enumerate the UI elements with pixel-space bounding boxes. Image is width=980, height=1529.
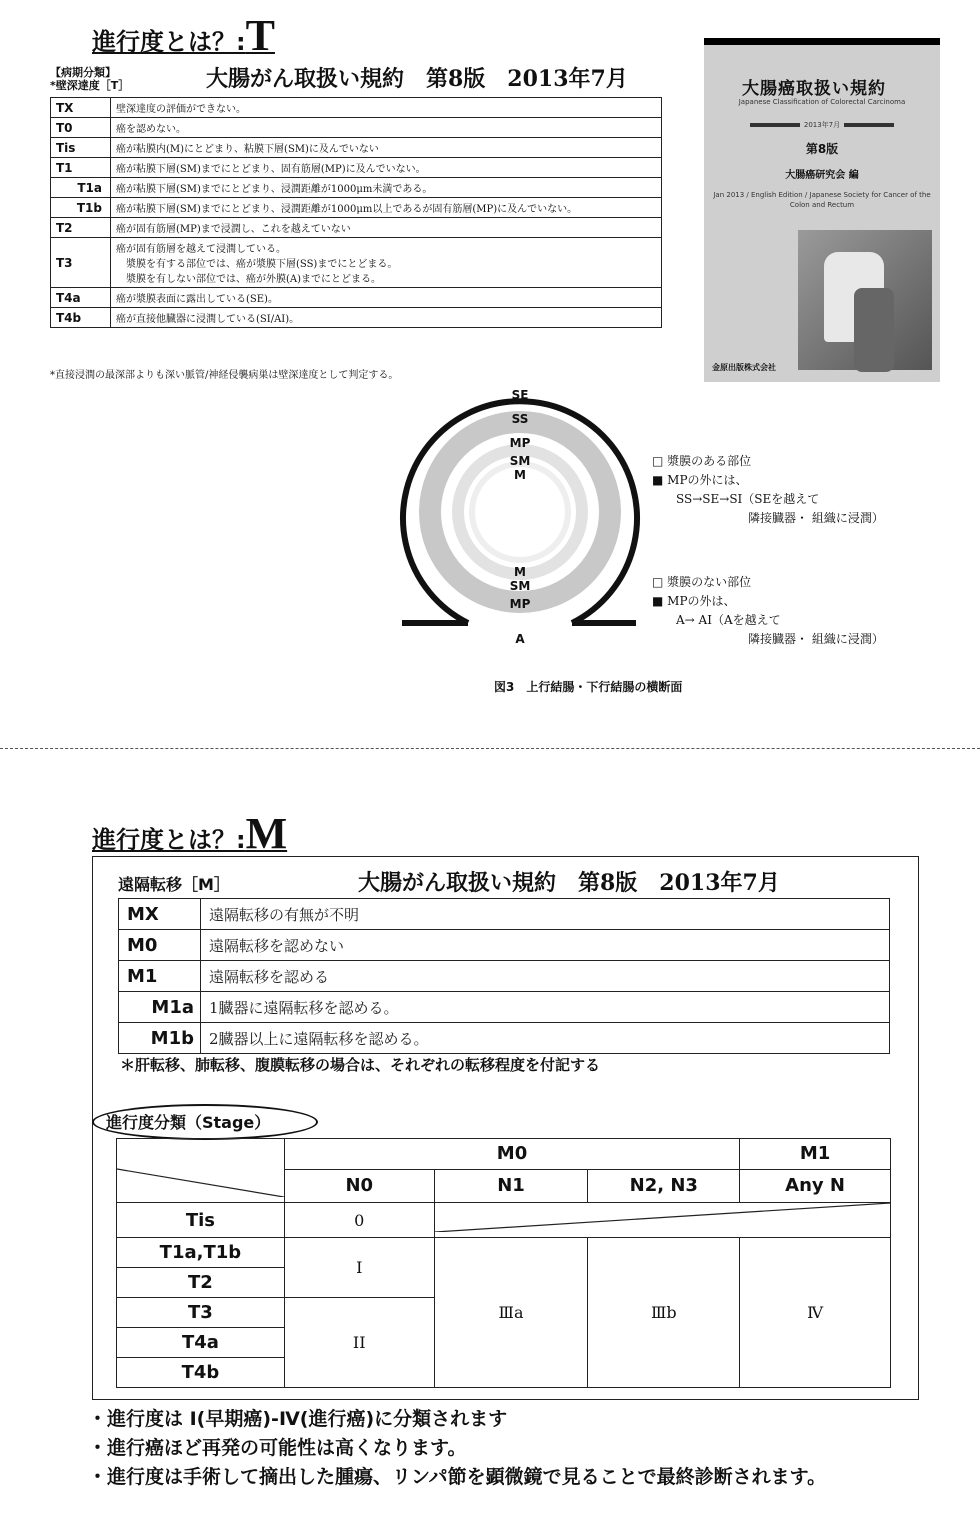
t-table-row bbox=[51, 288, 662, 308]
t-table-row bbox=[51, 118, 662, 138]
label-ss: SS bbox=[511, 412, 529, 426]
bullet-item: ・進行癌ほど再発の可能性は高くなります。 bbox=[88, 1437, 467, 1459]
t-stage-table bbox=[50, 97, 662, 328]
t-code-cell: T1a bbox=[51, 178, 111, 198]
cover-top-bar bbox=[704, 38, 940, 45]
m-rule-title: 大腸がん取扱い規約 第8版 2013年7月 bbox=[358, 870, 780, 896]
header-n1: N1 bbox=[434, 1169, 588, 1202]
t-classification-label bbox=[50, 66, 129, 92]
tis-diagonal bbox=[435, 1203, 890, 1232]
t-table-row bbox=[51, 218, 662, 238]
m-code-cell: M0 bbox=[119, 930, 201, 961]
legend-no-serosa-line1 bbox=[652, 592, 884, 611]
m-title-letter: M bbox=[245, 809, 288, 858]
cell-tis-blank bbox=[434, 1203, 890, 1238]
m-table-row bbox=[119, 992, 890, 1023]
label-sm-top: SM bbox=[509, 454, 531, 468]
legend-serosa-head-text: 漿膜のある部位 bbox=[667, 454, 752, 468]
m-table-row bbox=[119, 1023, 890, 1054]
stage-table bbox=[116, 1138, 891, 1388]
t-code-cell: T4a bbox=[51, 288, 111, 308]
legend-serosa-line1 bbox=[652, 471, 884, 490]
row-t3: T3 bbox=[117, 1298, 285, 1328]
bullet-item: ・進行度は Ⅰ(早期癌)-Ⅳ(進行癌)に分類されます bbox=[88, 1408, 508, 1430]
row-t4b: T4b bbox=[117, 1358, 285, 1388]
bullet-item: ・進行度は手術して摘出した腫瘍、リンパ節を顕微鏡で見ることで最終診断されます。 bbox=[88, 1466, 827, 1488]
header-m1: M1 bbox=[740, 1139, 891, 1170]
t-desc-cell: 癌が漿膜表面に露出している(SE)。 bbox=[111, 288, 662, 308]
stage-corner-cell bbox=[117, 1139, 285, 1203]
m-desc-cell: 遠隔転移の有無が不明 bbox=[201, 899, 890, 930]
t-title-letter: T bbox=[245, 11, 275, 60]
cover-edition: 第8版 bbox=[805, 142, 839, 156]
label-sm-bottom: SM bbox=[509, 579, 531, 593]
row-t2: T2 bbox=[117, 1268, 285, 1298]
header-any-n: Any N bbox=[740, 1169, 891, 1202]
t-table-row bbox=[51, 158, 662, 178]
t-code-cell: T0 bbox=[51, 118, 111, 138]
t-desc-cell: 癌を認めない。 bbox=[111, 118, 662, 138]
m-code-cell: M1 bbox=[119, 961, 201, 992]
cell-stage-ii: II bbox=[284, 1298, 434, 1388]
cell-tis-n0: 0 bbox=[284, 1203, 434, 1238]
legend-serosa-line1-text: MPの外には、 bbox=[667, 473, 748, 487]
m-header-label: 遠隔転移［M］ bbox=[118, 875, 230, 894]
cell-stage-i: I bbox=[284, 1238, 434, 1298]
m-code-cell: M1b bbox=[119, 1023, 201, 1054]
t-section-title bbox=[92, 10, 275, 61]
t-table-row bbox=[51, 238, 662, 288]
m-title-text: 進行度とは？: bbox=[92, 826, 246, 854]
cell-stage-iiib: Ⅲb bbox=[588, 1238, 740, 1388]
cover-graphic-shape bbox=[854, 288, 894, 372]
m-desc-cell: 遠隔転移を認めない bbox=[201, 930, 890, 961]
t-desc-cell: 癌が粘膜下層(SM)までにとどまり、固有筋層(MP)に及んでいない。 bbox=[111, 158, 662, 178]
m-desc-cell: 1臓器に遠隔転移を認める。 bbox=[201, 992, 890, 1023]
legend-no-serosa-head-text: 漿膜のない部位 bbox=[667, 575, 752, 589]
t-table-row bbox=[51, 198, 662, 218]
t-code-cell: T1b bbox=[51, 198, 111, 218]
label-mp-top: MP bbox=[509, 436, 531, 450]
cover-date-bar-left bbox=[750, 123, 800, 127]
t-code-cell: T2 bbox=[51, 218, 111, 238]
t-label-line2: *壁深達度［T］ bbox=[50, 79, 130, 92]
figure-caption: 図3 上行結腸・下行結腸の横断面 bbox=[494, 680, 683, 694]
section-separator bbox=[0, 748, 980, 749]
m-table-row bbox=[119, 899, 890, 930]
t-table-row bbox=[51, 98, 662, 118]
header-n0: N0 bbox=[284, 1169, 434, 1202]
m-table-row bbox=[119, 961, 890, 992]
cover-title: 大腸癌取扱い規約 bbox=[742, 79, 886, 99]
header-m0: M0 bbox=[284, 1139, 739, 1170]
t-desc-cell: 癌が粘膜内(M)にとどまり、粘膜下層(SM)に及んでいない bbox=[111, 138, 662, 158]
m-desc-cell: 遠隔転移を認める bbox=[201, 961, 890, 992]
label-se: SE bbox=[511, 388, 529, 402]
legend-serosa bbox=[652, 452, 884, 528]
row-t4a: T4a bbox=[117, 1328, 285, 1358]
t-label-line1: 【病期分類】 bbox=[50, 66, 116, 79]
t-note: *直接浸潤の最深部よりも深い脈管/神経侵襲病巣は壁深達度として判定する。 bbox=[50, 370, 399, 381]
legend-no-serosa-head bbox=[652, 573, 884, 592]
cover-subtitle: Japanese Classification of Colorectal Carcinoma bbox=[738, 98, 906, 106]
row-tis: Tis bbox=[117, 1203, 285, 1238]
legend-no-serosa-line3: 隣接臓器・ 組織に浸潤） bbox=[748, 632, 884, 646]
m-code-cell: MX bbox=[119, 899, 201, 930]
t-desc-cell: 癌が固有筋層(MP)まで浸潤し、これを越えていない bbox=[111, 218, 662, 238]
t-title-text: 進行度とは？: bbox=[92, 28, 246, 56]
m-note: ＊肝転移、肺転移、腹膜転移の場合は、それぞれの転移程度を付記する bbox=[120, 1056, 601, 1074]
label-m-bottom: M bbox=[514, 565, 526, 579]
cell-stage-iiia: Ⅲa bbox=[434, 1238, 588, 1388]
t-code-cell: T3 bbox=[51, 238, 111, 288]
m-stage-table bbox=[118, 898, 890, 1054]
cover-publisher: 大腸癌研究会 編 bbox=[785, 170, 859, 181]
t-code-cell: TX bbox=[51, 98, 111, 118]
cell-stage-iv: Ⅳ bbox=[740, 1238, 891, 1388]
filled-square-icon: ■ bbox=[652, 473, 664, 487]
hollow-square-icon: □ bbox=[652, 454, 664, 468]
filled-square-icon: ■ bbox=[652, 594, 664, 608]
t-code-cell: T4b bbox=[51, 308, 111, 328]
row-t1: T1a,T1b bbox=[117, 1238, 285, 1268]
label-m-top: M bbox=[514, 468, 526, 482]
legend-no-serosa-line2: A→ AI（Aを越えて bbox=[676, 613, 781, 627]
t-desc-cell: 癌が固有筋層を越えて浸潤している。 漿膜を有する部位では、癌が漿膜下層(SS)までにとどまる。 漿膜を有しない部位では、癌が外膜(A)までにとどまる。 bbox=[111, 238, 662, 288]
header-n23: N2, N3 bbox=[588, 1169, 740, 1202]
cover-date-bar-right bbox=[844, 123, 894, 127]
t-desc-cell: 癌が粘膜下層(SM)までにとどまり、浸潤距離が1000μm未満である。 bbox=[111, 178, 662, 198]
m-code-cell: M1a bbox=[119, 992, 201, 1023]
t-rule-title: 大腸がん取扱い規約 第8版 2013年7月 bbox=[206, 66, 628, 92]
t-table-row bbox=[51, 138, 662, 158]
m-desc-cell: 2臓器以上に遠隔転移を認める。 bbox=[201, 1023, 890, 1054]
label-a: A bbox=[515, 632, 525, 646]
book-cover bbox=[704, 38, 940, 382]
corner-diagonal bbox=[117, 1139, 284, 1197]
cover-english: Jan 2013 / English Edition / Japanese Society for Cancer of the Colon and Rectum bbox=[713, 191, 931, 209]
stage-title: 進行度分類（Stage） bbox=[106, 1113, 271, 1132]
t-desc-cell: 壁深達度の評価ができない。 bbox=[111, 98, 662, 118]
t-table-row bbox=[51, 308, 662, 328]
label-mp-bottom: MP bbox=[509, 597, 531, 611]
m-section-title bbox=[92, 808, 287, 859]
hollow-square-icon: □ bbox=[652, 575, 664, 589]
cover-press: 金原出版株式会社 bbox=[712, 363, 776, 372]
t-code-cell: Tis bbox=[51, 138, 111, 158]
t-code-cell: T1 bbox=[51, 158, 111, 178]
t-desc-cell: 癌が直接他臓器に浸潤している(SI/AI)。 bbox=[111, 308, 662, 328]
t-table-row bbox=[51, 178, 662, 198]
legend-no-serosa-line1-text: MPの外は、 bbox=[667, 594, 736, 608]
m-table-row bbox=[119, 930, 890, 961]
t-desc-cell: 癌が粘膜下層(SM)までにとどまり、浸潤距離が1000μm以上であるが固有筋層(MP)に及んでいない。 bbox=[111, 198, 662, 218]
summary-bullets bbox=[88, 1404, 826, 1491]
legend-serosa-line3: 隣接臓器・ 組織に浸潤） bbox=[748, 511, 884, 525]
cover-date: 2013年7月 bbox=[803, 121, 841, 129]
legend-serosa-line2: SS→SE→SI（SEを越えて bbox=[676, 492, 820, 506]
legend-no-serosa bbox=[652, 573, 884, 649]
legend-serosa-head bbox=[652, 452, 884, 471]
